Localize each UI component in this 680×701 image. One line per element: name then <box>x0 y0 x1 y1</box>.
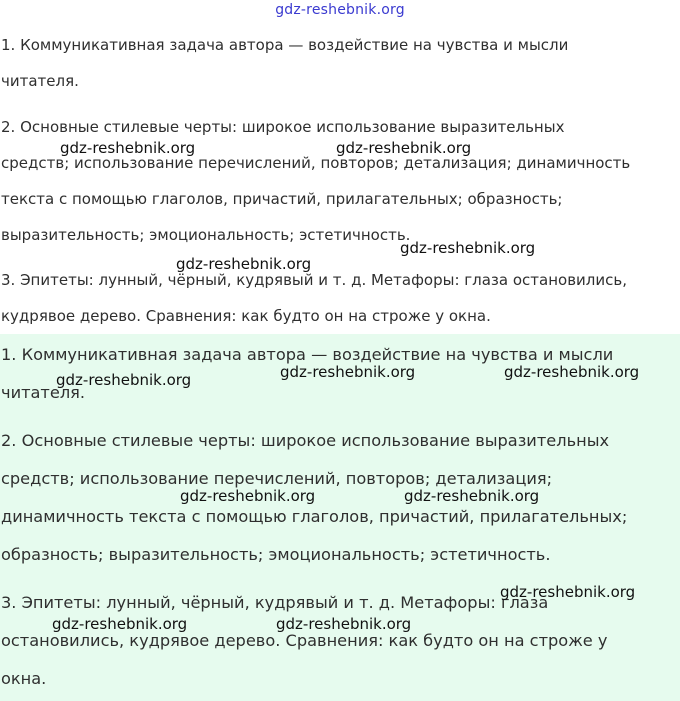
text-line: текста с помощью глаголов, причастий, прилагательных; образность; <box>1 190 563 208</box>
text-line: читателя. <box>1 72 79 90</box>
text-line: 3. Эпитеты: лунный, чёрный, кудрявый и т. д. Метафоры: глаза остановились, <box>1 271 627 289</box>
watermark: gdz-reshebnik.org <box>180 487 316 505</box>
text-line: 3. Эпитеты: лунный, чёрный, кудрявый и т. д. Метафоры: глаза <box>1 593 549 612</box>
answer-1-paragraph-1 <box>1 27 568 99</box>
watermark: gdz-reshebnik.org <box>176 255 312 273</box>
text-line: читателя. <box>1 383 86 402</box>
text-line: 2. Основные стилевые черты: широкое использование выразительных <box>1 431 610 450</box>
text-line: выразительность; эмоциональность; эстетичность. <box>1 226 411 244</box>
text-line: образность; выразительность; эмоциональность; эстетичность. <box>1 545 551 564</box>
text-line: остановились, кудрявое дерево. Сравнения: как будто он на строже у <box>1 631 608 650</box>
watermark: gdz-reshebnik.org <box>400 239 536 257</box>
answer-1-paragraph-3 <box>1 262 627 334</box>
answer-block-1 <box>0 0 680 334</box>
watermark: gdz-reshebnik.org <box>60 139 196 157</box>
answer-1-paragraph-2 <box>1 109 630 253</box>
watermark: gdz-reshebnik.org <box>336 139 472 157</box>
watermark: gdz-reshebnik.org <box>500 583 636 601</box>
watermark: gdz-reshebnik.org <box>404 487 540 505</box>
text-line: окна. <box>1 669 47 688</box>
text-line: 2. Основные стилевые черты: широкое использование выразительных <box>1 118 565 136</box>
text-line: 1. Коммуникативная задача автора — воздействие на чувства и мысли <box>1 345 614 364</box>
watermark: gdz-reshebnik.org <box>504 363 640 381</box>
watermark: gdz-reshebnik.org <box>276 615 412 633</box>
answer-block-2 <box>0 334 680 701</box>
text-line: кудрявое дерево. Сравнения: как будто он на строже у окна. <box>1 307 491 325</box>
site-watermark-header[interactable]: gdz-reshebnik.org <box>275 2 405 18</box>
text-line: средств; использование перечислений, повторов; детализация; динамичность <box>1 154 631 172</box>
watermark: gdz-reshebnik.org <box>280 363 416 381</box>
text-line: 1. Коммуникативная задача автора — воздействие на чувства и мысли <box>1 36 569 54</box>
watermark: gdz-reshebnik.org <box>56 371 192 389</box>
text-line: динамичность текста с помощью глаголов, причастий, прилагательных; <box>1 507 628 526</box>
watermark: gdz-reshebnik.org <box>52 615 188 633</box>
answer-2-paragraph-3 <box>1 584 607 698</box>
text-line: средств; использование перечислений, повторов; детализация; <box>1 469 553 488</box>
